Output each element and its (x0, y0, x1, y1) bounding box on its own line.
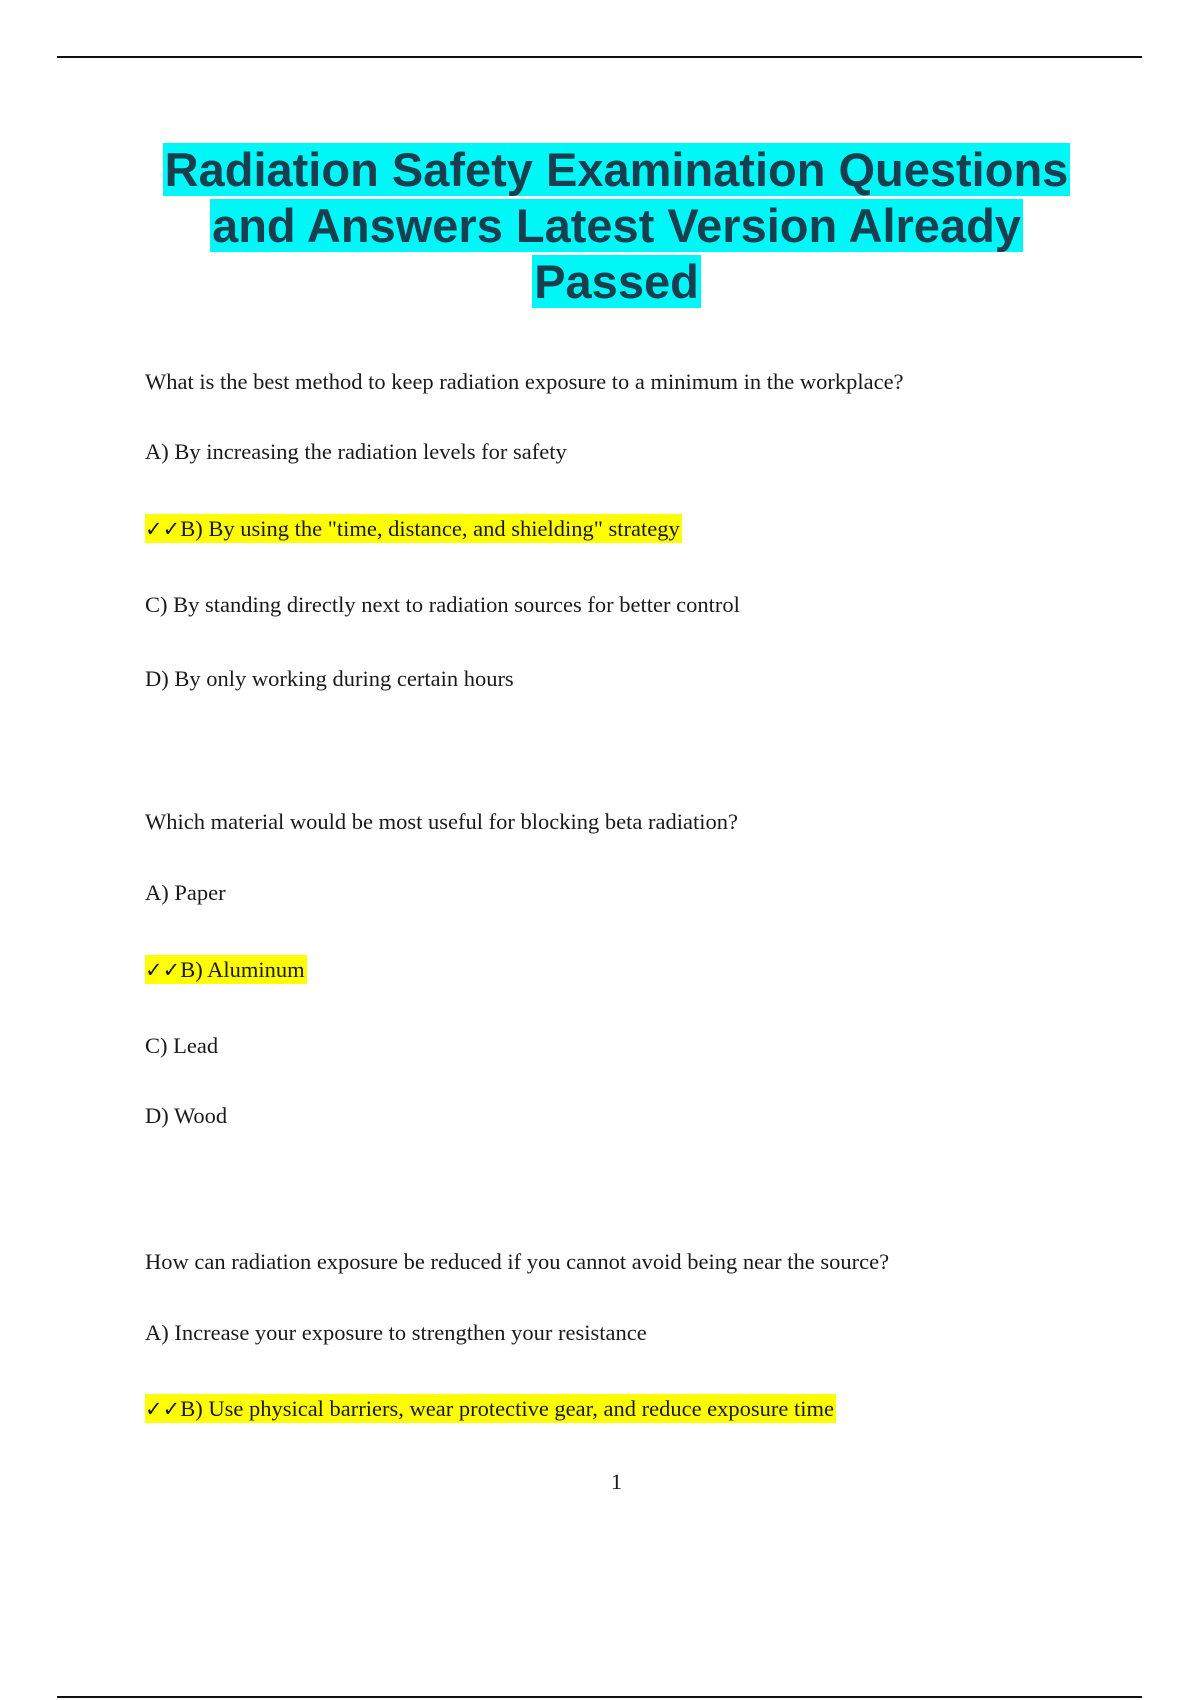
correct-answer-highlight (145, 955, 307, 984)
document-title (100, 142, 1133, 310)
title-line-2: and Answers Latest Version Already (212, 199, 1021, 252)
question-3-text: How can radiation exposure be reduced if you cannot avoid being near the source? (145, 1249, 890, 1274)
question-1-option-b-correct (145, 514, 682, 544)
question-2-option-a: A) Paper (145, 880, 226, 905)
question-2-option-b-correct (145, 955, 307, 985)
double-check-icon: ✓✓ (145, 958, 181, 982)
answer-text: B) Aluminum (180, 957, 305, 982)
page-number: 1 (610, 1469, 623, 1494)
title-line-1: Radiation Safety Examination Questions (164, 143, 1069, 196)
question-2-option-c: C) Lead (145, 1033, 219, 1058)
question-3-option-b-correct (145, 1394, 836, 1424)
title-line-3: Passed (534, 255, 699, 308)
answer-text: B) By using the "time, distance, and shielding" strategy (180, 516, 680, 541)
top-rule (57, 56, 1142, 58)
question-2-text: Which material would be most useful for blocking beta radiation? (145, 809, 738, 834)
double-check-icon: ✓✓ (145, 1397, 181, 1421)
correct-answer-highlight (145, 514, 682, 543)
question-1-text: What is the best method to keep radiation exposure to a minimum in the workplace? (145, 369, 904, 394)
question-2-option-d: D) Wood (145, 1103, 228, 1128)
question-3-option-a: A) Increase your exposure to strengthen your resistance (145, 1320, 647, 1345)
question-1-option-d: D) By only working during certain hours (145, 666, 514, 691)
question-1-option-a: A) By increasing the radiation levels for safety (145, 439, 567, 464)
bottom-rule (57, 1696, 1142, 1698)
question-1-option-c: C) By standing directly next to radiation sources for better control (145, 592, 740, 617)
double-check-icon: ✓✓ (145, 517, 181, 541)
correct-answer-highlight (145, 1394, 836, 1423)
answer-text: B) Use physical barriers, wear protective gear, and reduce exposure time (180, 1396, 835, 1421)
